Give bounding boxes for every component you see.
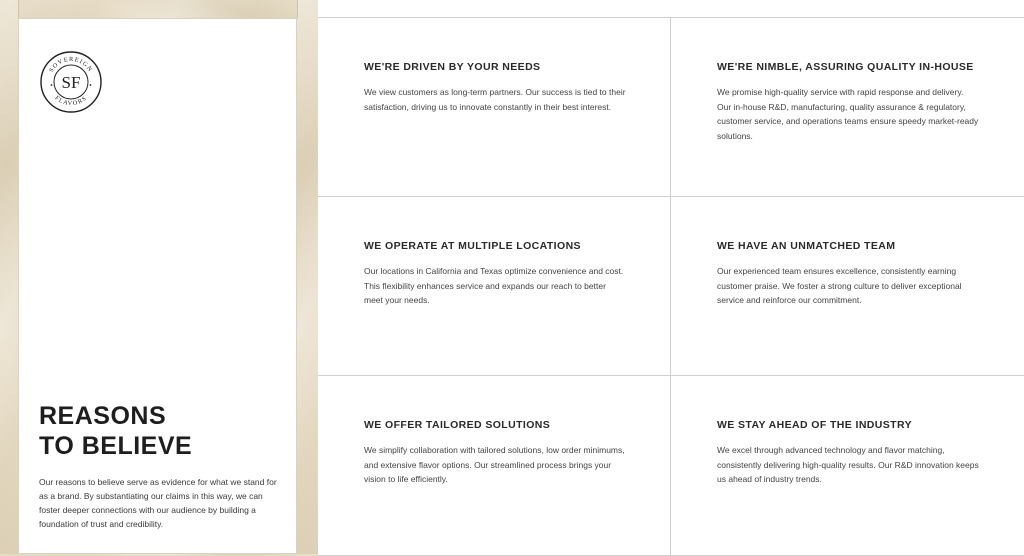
page-title xyxy=(39,401,279,461)
logo-text-top: SOVEREIGN xyxy=(47,55,95,74)
reason-card-nimble xyxy=(671,18,1024,197)
page-title-line-1: REASONS xyxy=(39,402,167,430)
reason-body: Our experienced team ensures excellence, consistently earning customer praise. We foster a strong culture to deliver exceptional service and reinforce our commitment. xyxy=(717,266,962,305)
marble-background-divider xyxy=(297,0,318,556)
reason-title: WE'RE NIMBLE, ASSURING QUALITY IN-HOUSE xyxy=(717,61,974,73)
svg-text:FLAVORS xyxy=(53,95,88,108)
frame-tick xyxy=(18,0,19,18)
page-title-line-2: TO BELIEVE xyxy=(39,432,193,460)
reason-body: We simplify collaboration with tailored solutions, low order minimums, and extensive flavor options. Our streamlined process brings your vision to life efficiently. xyxy=(364,445,625,484)
reason-card-industry xyxy=(671,376,1024,556)
reason-title: WE HAVE AN UNMATCHED TEAM xyxy=(717,240,896,252)
reason-card-driven xyxy=(318,18,671,197)
reason-title: WE OPERATE AT MULTIPLE LOCATIONS xyxy=(364,240,581,252)
logo-monogram: SF xyxy=(61,73,81,92)
reason-title: WE'RE DRIVEN BY YOUR NEEDS xyxy=(364,61,541,73)
reasons-grid xyxy=(318,18,1024,556)
reason-body: We promise high-quality service with rapid response and delivery. Our in-house R&D, manufacturing, quality assurance & regulatory, customer service, and operations teams ensure speedy market-ready solutions. xyxy=(717,87,979,141)
intro-paragraph: Our reasons to believe serve as evidence for what we stand for as a brand. By substantiating our claims in this way, we can foster deeper connections with our audience by building a foundation of trust and credibility. xyxy=(39,477,277,529)
reason-title: WE STAY AHEAD OF THE INDUSTRY xyxy=(717,419,912,431)
marble-background-left xyxy=(0,0,18,556)
sovereign-flavors-logo[interactable] xyxy=(40,51,102,113)
reason-card-tailored xyxy=(318,376,671,556)
marble-background-top xyxy=(0,0,318,18)
reason-card-locations xyxy=(318,197,671,376)
frame-tick xyxy=(297,0,298,18)
reason-card-team xyxy=(671,197,1024,376)
brand-panel xyxy=(18,18,297,554)
logo-text-bottom: FLAVORS xyxy=(53,94,89,108)
reason-body: We excel through advanced technology and flavor matching, consistently delivering high-quality results. Our R&D innovation keeps us ahead of industry trends. xyxy=(717,445,979,484)
reason-title: WE OFFER TAILORED SOLUTIONS xyxy=(364,419,551,431)
reason-body: We view customers as long-term partners. Our success is tied to their satisfaction, driving us to innovate constantly in their best interest. xyxy=(364,87,626,112)
reason-body: Our locations in California and Texas optimize convenience and cost. This flexibility enhances service and expands our reach to better meet your needs. xyxy=(364,266,624,305)
